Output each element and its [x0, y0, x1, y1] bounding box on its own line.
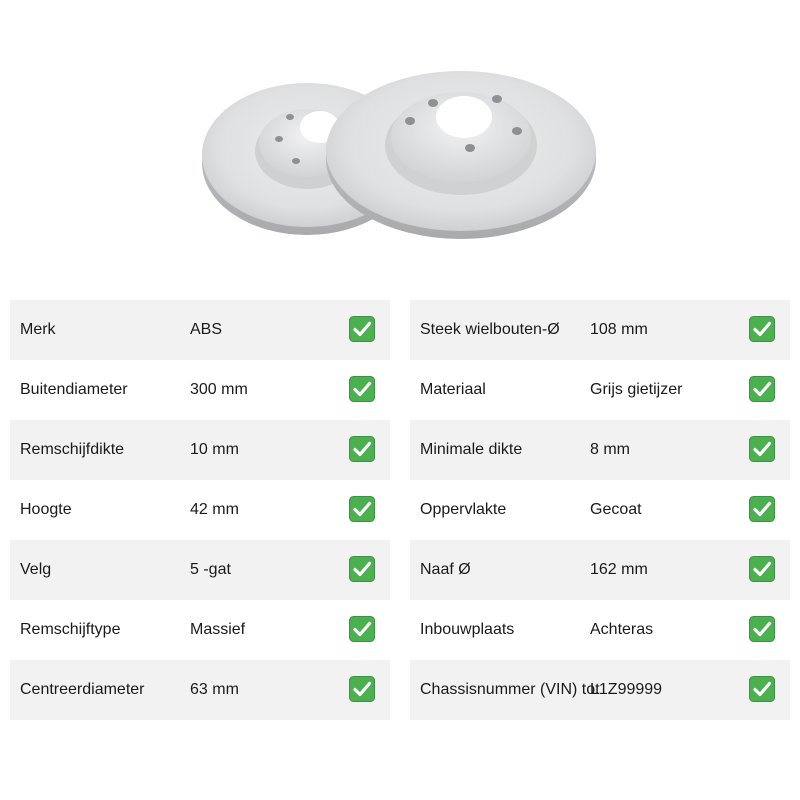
spec-value: 63 mm	[190, 681, 239, 698]
spec-label: Velg	[20, 561, 52, 578]
check-mark-icon	[749, 316, 775, 342]
spec-row	[10, 300, 390, 360]
check-mark-icon	[749, 376, 775, 402]
spec-value: Gecoat	[590, 501, 642, 518]
spec-label: Merk	[20, 321, 56, 338]
spec-row	[410, 600, 790, 660]
spec-label: Remschijftype	[20, 621, 121, 638]
spec-row	[10, 540, 390, 600]
spec-label: Naaf Ø	[420, 561, 471, 578]
spec-label: Hoogte	[20, 501, 72, 518]
spec-label: Remschijfdikte	[20, 441, 125, 458]
check-mark-icon	[349, 676, 375, 702]
spec-value: Grijs gietijzer	[590, 381, 683, 398]
brake-disc-front	[326, 71, 596, 239]
spec-row	[410, 540, 790, 600]
spec-row	[410, 420, 790, 480]
spec-table-right	[410, 300, 790, 720]
brake-disc-image	[195, 55, 605, 245]
spec-row	[10, 480, 390, 540]
spec-value: L1Z99999	[590, 681, 663, 698]
spec-value: 10 mm	[190, 441, 239, 458]
check-mark-icon	[749, 436, 775, 462]
spec-label: Centreerdiameter	[20, 681, 145, 698]
spec-label: Oppervlakte	[420, 501, 507, 518]
check-mark-icon	[749, 556, 775, 582]
spec-row	[10, 600, 390, 660]
spec-row	[410, 300, 790, 360]
spec-row	[10, 420, 390, 480]
check-mark-icon	[349, 556, 375, 582]
check-mark-icon	[749, 616, 775, 642]
spec-row	[410, 360, 790, 420]
spec-label: Materiaal	[420, 381, 486, 398]
spec-value: 5 -gat	[190, 561, 231, 578]
spec-table-left	[10, 300, 390, 720]
check-mark-icon	[749, 676, 775, 702]
spec-value: 300 mm	[190, 381, 248, 398]
spec-row	[410, 660, 790, 720]
spec-value: 108 mm	[590, 321, 648, 338]
check-mark-icon	[349, 496, 375, 522]
spec-row	[410, 480, 790, 540]
check-mark-icon	[349, 316, 375, 342]
check-mark-icon	[749, 496, 775, 522]
check-mark-icon	[349, 376, 375, 402]
spec-value: 8 mm	[590, 441, 630, 458]
spec-label: Inbouwplaats	[420, 621, 515, 638]
spec-value: 42 mm	[190, 501, 239, 518]
spec-label: Chassisnummer (VIN) tot	[420, 681, 600, 698]
spec-value: Achteras	[590, 621, 654, 638]
spec-label: Minimale dikte	[420, 441, 523, 458]
check-mark-icon	[349, 616, 375, 642]
spec-row	[10, 660, 390, 720]
spec-label: Steek wielbouten-Ø	[420, 321, 560, 338]
check-mark-icon	[349, 436, 375, 462]
spec-value: 162 mm	[590, 561, 648, 578]
spec-value: ABS	[190, 321, 223, 338]
spec-row	[10, 360, 390, 420]
spec-label: Buitendiameter	[20, 381, 128, 398]
spec-value: Massief	[190, 621, 246, 638]
